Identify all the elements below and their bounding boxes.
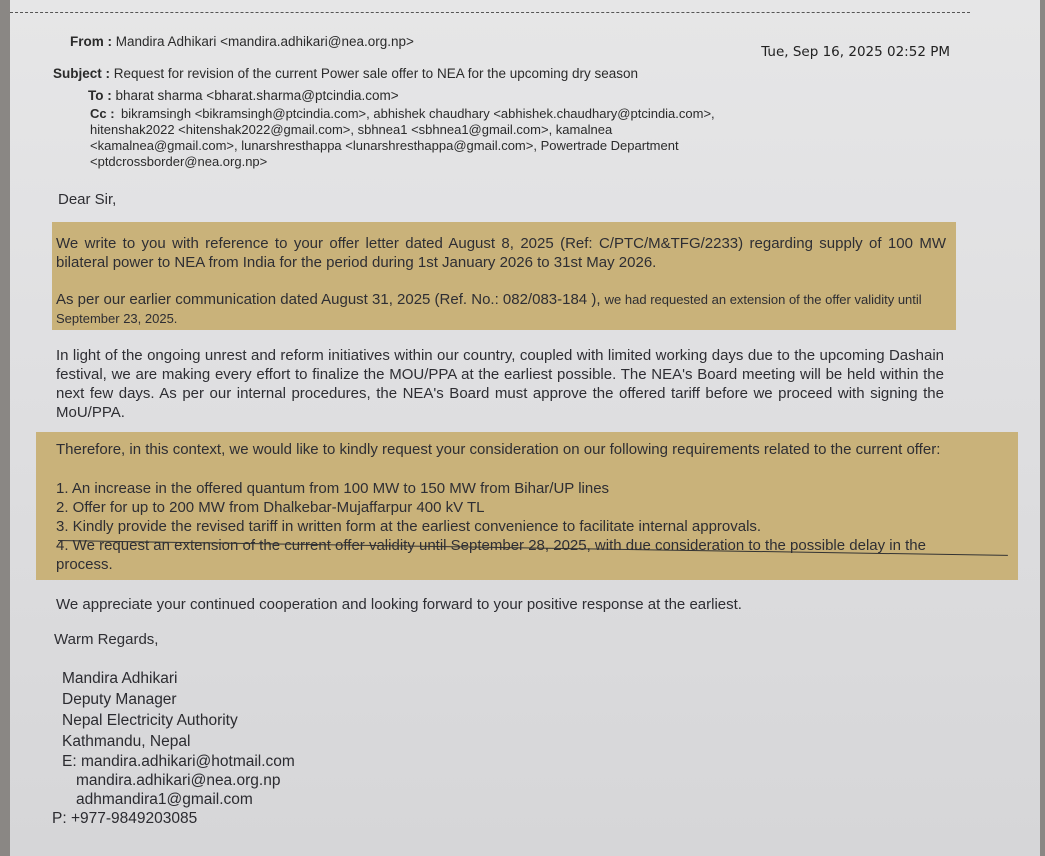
signature-city: Kathmandu, Nepal xyxy=(62,733,191,750)
page-divider xyxy=(10,12,970,13)
email-date: Tue, Sep 16, 2025 02:52 PM xyxy=(761,44,950,60)
cc-label: Cc : xyxy=(90,106,115,121)
signature-name: Mandira Adhikari xyxy=(62,670,178,687)
paragraph-context: In light of the ongoing unrest and reform initiatives within our country, coupled with limited working days due to the upcoming Dashain festival, we are making every effort to finalize the MOU/PPA at the earliest possible. The NEA's Board meeting will be held within the next few days. As per our internal procedures, the NEA's Board must approve the offered tariff before we proceed with signing the MoU/PPA. xyxy=(56,347,944,421)
signature-phone: P: +977-9849203085 xyxy=(52,810,198,827)
warm-regards: Warm Regards, xyxy=(54,631,159,648)
cc-line: <kamalnea@gmail.com>, lunarshresthappa <lunarshresthappa@gmail.com>, Powertrade Department xyxy=(90,138,679,153)
subject-value: Request for revision of the current Power sale offer to NEA for the upcoming dry season xyxy=(113,66,639,81)
closing-line: We appreciate your continued cooperation and looking forward to your positive response at the earliest. xyxy=(56,596,742,613)
cc-line: hitenshak2022 <hitenshak2022@gmail.com>, sbhnea1 <sbhnea1@gmail.com>, kamalnea xyxy=(90,122,613,137)
to-line xyxy=(88,88,399,103)
cc-line: <ptdcrossborder@nea.org.np> xyxy=(90,154,268,169)
p2-part-a: As per our earlier communication dated August 31, 2025 (Ref. No.: 082/083-184 ), xyxy=(56,291,601,308)
list-item: 1. An increase in the offered quantum from 100 MW to 150 MW from Bihar/UP lines xyxy=(56,480,610,497)
signature-title: Deputy Manager xyxy=(62,691,177,708)
paragraph-reference: We write to you with reference to your offer letter dated August 8, 2025 (Ref: C/PTC/M&TFG/2233) regarding supply of 100 MW bilateral power to NEA from India for the period during 1st January 2026 to 31st May 2026. xyxy=(56,235,946,271)
signature-email-3: adhmandira1@gmail.com xyxy=(76,791,253,808)
cc-line: bikramsingh <bikramsingh@ptcindia.com>, abhishek chaudhary <abhishek.chaudhary@ptcindia.com>, xyxy=(121,106,715,121)
to-value: bharat sharma <bharat.sharma@ptcindia.com> xyxy=(115,88,399,103)
cc-block xyxy=(90,106,770,170)
list-item: 4. We request an extension of the current offer validity until September 28, 2025, with due consideration to the possible delay in the process. xyxy=(56,537,926,573)
signature-email-2: mandira.adhikari@nea.org.np xyxy=(76,772,281,789)
from-value: Mandira Adhikari <mandira.adhikari@nea.org.np> xyxy=(115,34,414,49)
list-item: 3. Kindly provide the revised tariff in written form at the earliest convenience to facilitate internal approvals. xyxy=(56,518,762,535)
subject-label: Subject : xyxy=(53,66,111,81)
signature-org: Nepal Electricity Authority xyxy=(62,712,238,729)
p2-part-b: we had requested an extension of the offer validity until September 23, 2025. xyxy=(56,292,922,326)
paragraph-earlier-communication xyxy=(56,290,946,328)
request-list xyxy=(56,479,956,574)
from-label: From : xyxy=(70,34,112,49)
subject-line xyxy=(53,66,638,81)
paragraph-request: Therefore, in this context, we would like to kindly request your consideration on our following requirements related to the current offer: xyxy=(56,441,941,458)
signature-email-1: E: mandira.adhikari@hotmail.com xyxy=(62,753,295,770)
to-label: To : xyxy=(88,88,112,103)
email-printout xyxy=(10,0,1040,856)
from-line xyxy=(70,34,414,49)
greeting: Dear Sir, xyxy=(58,191,117,208)
list-item: 2. Offer for up to 200 MW from Dhalkebar-Mujaffarpur 400 kV TL xyxy=(56,499,485,516)
